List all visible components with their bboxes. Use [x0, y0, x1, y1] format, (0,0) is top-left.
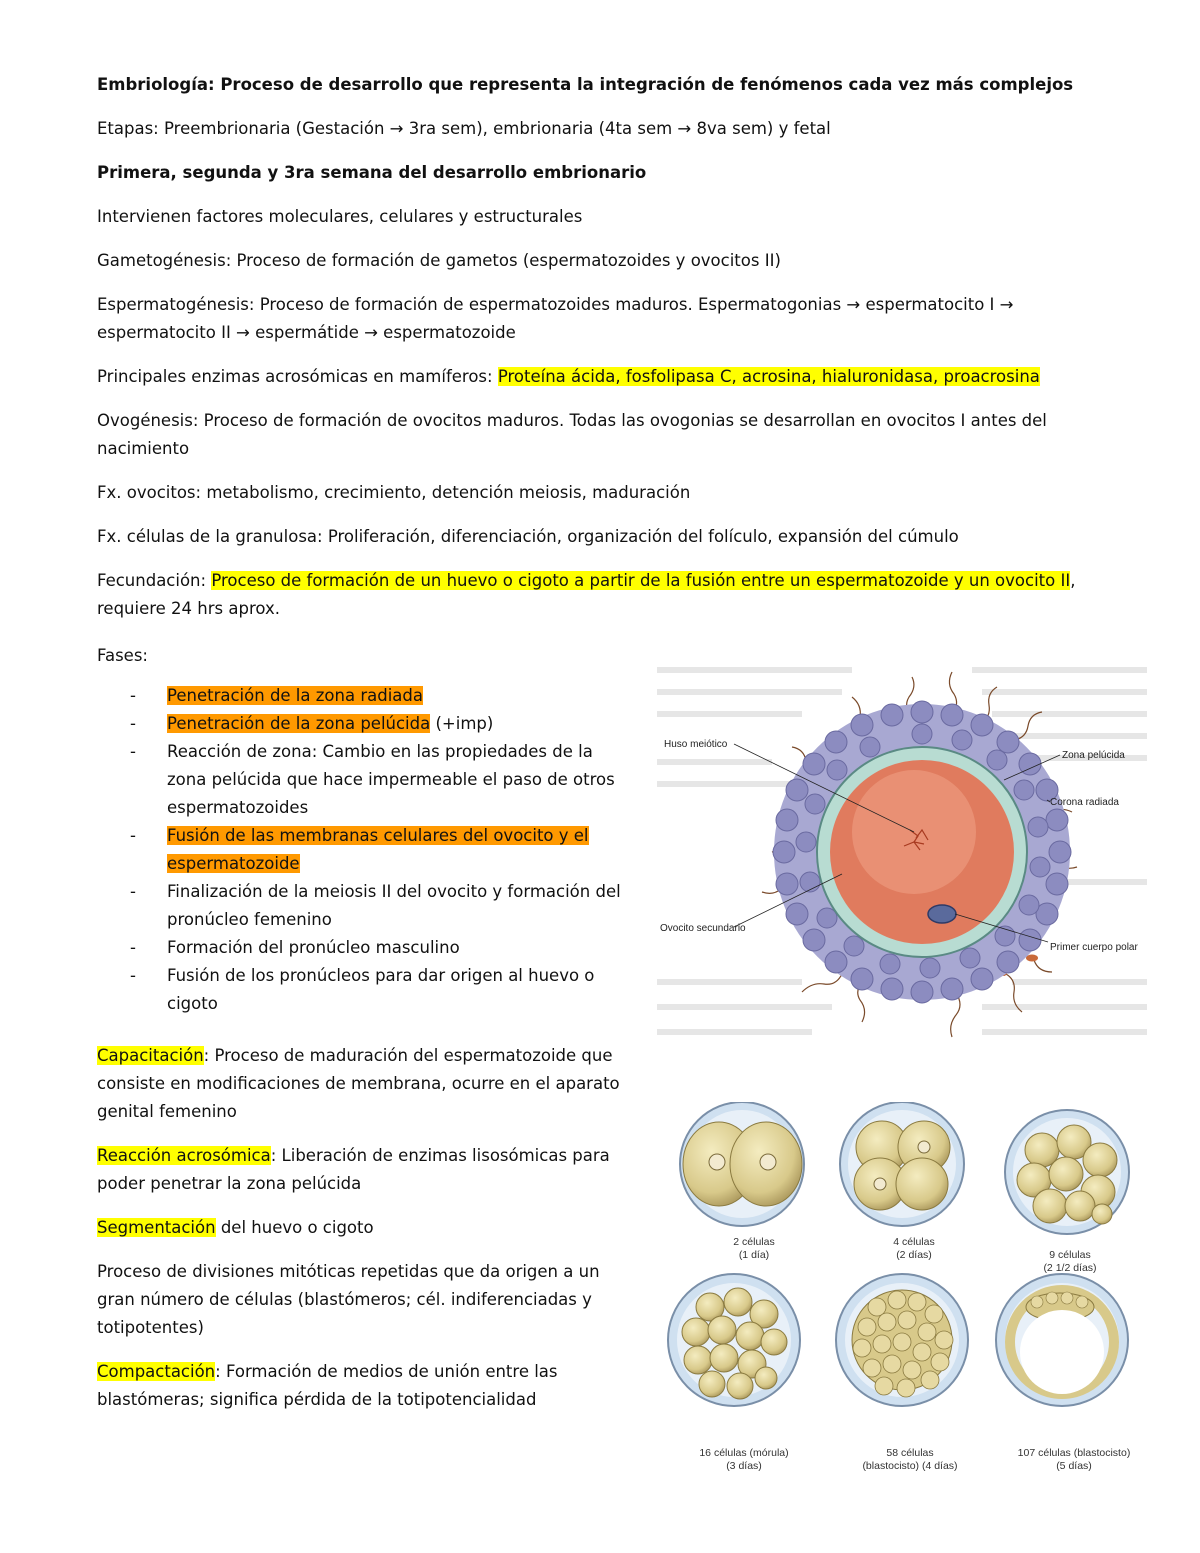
fases-label: Fases:: [97, 646, 148, 665]
acrosomica-term: Reacción acrosómica: [97, 1146, 271, 1165]
segmentacion-paragraph: Segmentación del huevo o cigoto: [97, 1218, 374, 1237]
factores-line: Intervienen factores moleculares, celulares y estructurales: [97, 207, 583, 226]
cleavage-illustration: [662, 1102, 1152, 1487]
fase-text: Penetración de la zona pelúcida: [167, 714, 431, 733]
list-item: - Formación del pronúcleo masculino: [130, 938, 460, 957]
ovogenesis-paragraph: Ovogénesis: Proceso de formación de ovocitos maduros. Todas las ovogonias se desarrollan en ovocitos I antes del nacimiento: [97, 411, 1047, 458]
stage-4-cells: [840, 1102, 964, 1226]
label-corona-radiada: Corona radiada: [1050, 797, 1119, 808]
caption-16-celulas: 16 células (mórula): [699, 1447, 789, 1459]
enzimas-prefix: Principales enzimas acrosómicas en mamíferos:: [97, 367, 498, 386]
stage-2-cells: [680, 1102, 804, 1226]
gametogenesis-line: Gametogénesis: Proceso de formación de gametos (espermatozoides y ovocitos II): [97, 251, 781, 270]
caption-58-celulas: 58 células: [886, 1447, 934, 1459]
fases-list: [97, 682, 627, 1018]
compactacion-term: Compactación: [97, 1362, 216, 1381]
label-zona-pelucida: Zona pelúcida: [1062, 750, 1125, 761]
fase-text: Reacción de zona: Cambio en las propiedades de la zona pelúcida que hace impermeable el paso de otros espermatozoides: [167, 742, 615, 817]
espermatogenesis-paragraph: Espermatogénesis: Proceso de formación de espermatozoides maduros. Espermatogonias → espermatocito I → espermatocito II → espermátide → espermatozoide: [97, 295, 1014, 342]
acrosomica-paragraph: Reacción acrosómica: Liberación de enzimas lisosómicas para poder penetrar la zona pelúcida: [97, 1146, 610, 1193]
proceso-paragraph: Proceso de divisiones mitóticas repetidas que da origen a un gran número de células (blastómeros; cél. indiferenciadas y totipotentes): [97, 1262, 600, 1337]
caption-2-1-2-dias: (2 1/2 días): [1043, 1262, 1097, 1274]
compactacion-paragraph: Compactación: Formación de medios de unión entre las blastómeras; significa pérdida de la totipotencialidad: [97, 1362, 558, 1409]
fase-text: Finalización de la meiosis II del ovocito y formación del pronúcleo femenino: [167, 882, 621, 929]
list-item: - Penetración de la zona radiada: [130, 686, 423, 705]
list-item: - Fusión de las membranas celulares del ovocito y el espermatozoide: [130, 826, 589, 873]
list-item: - Fusión de los pronúcleos para dar origen al huevo o cigoto: [130, 966, 595, 1013]
caption-9-celulas: 9 células: [1049, 1249, 1091, 1261]
fx-ovocitos-line: Fx. ovocitos: metabolismo, crecimiento, detención meiosis, maduración: [97, 483, 691, 502]
label-primer-cuerpo-polar: Primer cuerpo polar: [1050, 942, 1138, 953]
caption-3-dias: (3 días): [726, 1460, 762, 1472]
fecundacion-highlight: Proceso de formación de un huevo o cigoto a partir de la fusión entre un espermatozoide y un ovocito II: [211, 571, 1071, 590]
cleavage-figure: [662, 1102, 1152, 1487]
list-item: - Reacción de zona: Cambio en las propiedades de la zona pelúcida que hace impermeable el paso de otros espermatozoides: [130, 742, 615, 817]
stage-9-cells: [1005, 1110, 1129, 1234]
caption-2-celulas: 2 células: [733, 1236, 775, 1248]
caption-107-celulas: 107 células (blastocisto): [1017, 1447, 1131, 1459]
stage-107-cells: [996, 1274, 1128, 1406]
stage-16-cells: [668, 1274, 800, 1406]
capacitacion-term: Capacitación: [97, 1046, 204, 1065]
heading-semanas: Primera, segunda y 3ra semana del desarrollo embrionario: [97, 163, 647, 182]
caption-4-celulas: 4 células: [893, 1236, 935, 1248]
label-ovocito-secundario: Ovocito secundario: [660, 923, 746, 934]
list-item: - Finalización de la meiosis II del ovocito y formación del pronúcleo femenino: [130, 882, 621, 929]
enzimas-line: [97, 363, 1117, 391]
heading-embriologia: Embriología: Proceso de desarrollo que representa la integración de fenómenos cada vez más complejos: [97, 75, 1074, 94]
oocyte-figure: [652, 652, 1152, 1062]
fase-text: Penetración de la zona radiada: [167, 686, 423, 705]
fase-text: Fusión de las membranas celulares del ovocito y el espermatozoide: [167, 826, 589, 873]
list-item: - Penetración de la zona pelúcida (+imp): [130, 714, 494, 733]
label-huso-meiotico: Huso meiótico: [664, 739, 728, 750]
caption-1-dia: (1 día): [738, 1249, 770, 1261]
enzimas-highlight: Proteína ácida, fosfolipasa C, acrosina, hialuronidasa, proacrosina: [497, 367, 1040, 386]
stage-58-cells: [836, 1274, 968, 1406]
fecundacion-term: Fecundación:: [97, 571, 212, 590]
caption-5-dias: (5 días): [1056, 1460, 1092, 1472]
oocyte-illustration: [652, 652, 1152, 1062]
fase-text: Formación del pronúcleo masculino: [167, 938, 460, 957]
fecundacion-suffix: , requiere 24 hrs aprox.: [97, 571, 1076, 618]
fecundacion-paragraph: [97, 567, 1113, 623]
caption-blastocisto-4-dias: (blastocisto) (4 días): [862, 1460, 958, 1472]
capacitacion-paragraph: Capacitación: Proceso de maduración del espermatozoide que consiste en modificaciones de membrana, ocurre en el aparato genital femenino: [97, 1046, 620, 1121]
fase-text: Fusión de los pronúcleos para dar origen al huevo o cigoto: [167, 966, 595, 1013]
etapas-line: Etapas: Preembrionaria (Gestación → 3ra sem), embrionaria (4ta sem → 8va sem) y fetal: [97, 119, 831, 138]
fx-granulosa-line: Fx. células de la granulosa: Proliferación, diferenciación, organización del folículo, expansión del cúmulo: [97, 527, 959, 546]
polar-body: [928, 905, 956, 923]
segmentacion-term: Segmentación: [97, 1218, 216, 1237]
caption-2-dias: (2 días): [896, 1249, 932, 1261]
